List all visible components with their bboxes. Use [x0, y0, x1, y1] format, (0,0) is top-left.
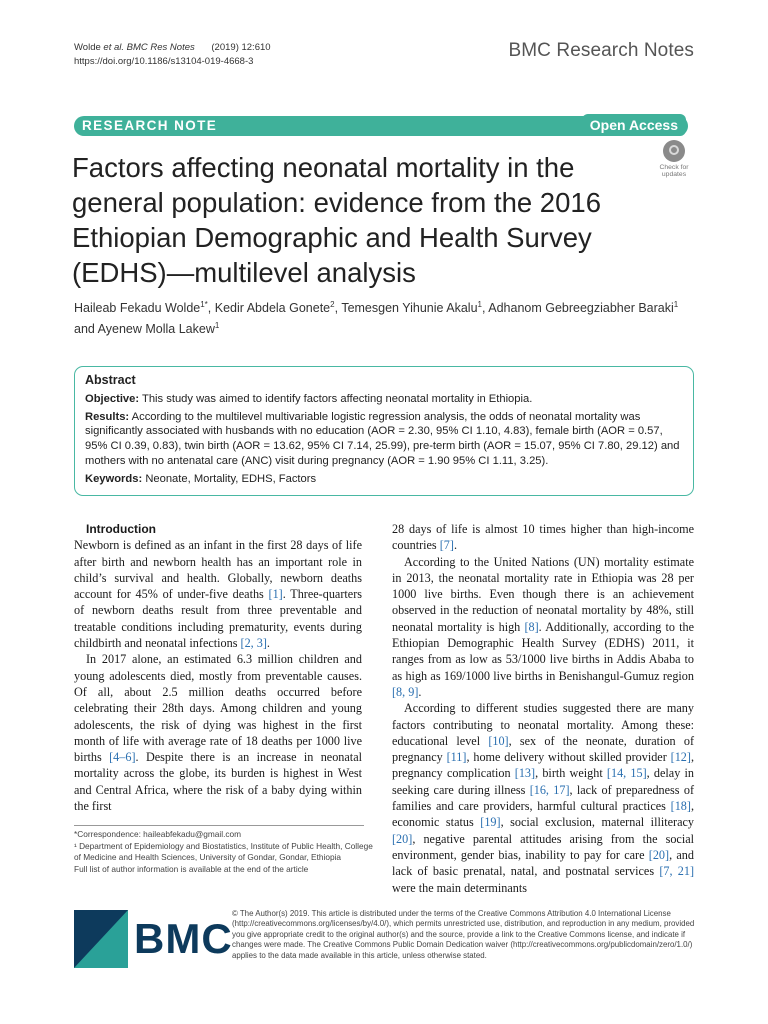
paragraph-text: . Additionally, according to the Ethiopian Demographic Health Survey (EDHS) 2011, it ranges from as low as 53/1000 live births in Addis Ababa to as high as 169/1000 live births in Benishangul-Gumuz region	[392, 619, 694, 683]
bmc-logo-text: BMC	[134, 915, 233, 962]
keywords-label: Keywords:	[85, 472, 143, 485]
open-access-badge: Open Access	[582, 114, 686, 136]
paragraph	[74, 651, 362, 814]
paragraph-text: , pregnancy complication	[392, 750, 694, 781]
citation-link[interactable]: [4–6]	[109, 750, 136, 765]
citation-link[interactable]: [13]	[514, 766, 536, 781]
results-text: According to the multilevel multivariable logistic regression analysis, the odds of neonatal mortality was significantly associated with husbands with no education (AOR = 2.30, 95% CI 1.10, 4.83), female birth (AOR = 0.57, 95% CI 0.39, 0.83), twin birth (AOR = 13.62, 95% CI 7.14, 25.99), pre-term birth (AOR = 15.07, 95% CI 7.80, 29.12) and mothers with no antenatal care (ANC) visit during pregnancy (AOR = 1.90 95% CI 1.11, 3.25).	[85, 410, 680, 467]
paragraph-text: .	[418, 684, 422, 699]
paragraph-text: . Three-quarters of newborn deaths result from three preventable and treatable conditions including prematurity, events during childbirth and neonatal infections	[74, 587, 362, 651]
paragraph-text: , negative parental attitudes arising from the social environment, gender bias, inability to pay for care	[392, 831, 694, 862]
citation-link[interactable]: [16, 17]	[529, 782, 570, 797]
citation-line	[74, 41, 271, 55]
author-name[interactable]: Kedir Abdela Gonete	[214, 301, 331, 316]
correspondence-email[interactable]: *Correspondence: haileabfekadu@gmail.com	[74, 829, 242, 839]
paragraph-text: . Despite there is an increase in neonatal mortality across the globe, its burden is highest in West and Central Africa, where the risk of a baby dying within the first	[74, 750, 362, 814]
footnote-divider	[74, 825, 364, 826]
affiliation-note: ¹ Department of Epidemiology and Biostatistics, Institute of Public Health, College of Medicine and Health Sciences, University of Gondar, Gondar, Ethiopia	[74, 840, 373, 863]
citation-link[interactable]: [8]	[524, 619, 539, 634]
paragraph	[74, 537, 362, 651]
article-title: Factors affecting neonatal mortality in the general population: evidence from the 2016 Ethiopian Demographic and Health Survey (EDHS)—multilevel analysis	[72, 152, 601, 288]
objective-text: This study was aimed to identify factors affecting neonatal mortality in Ethiopia.	[142, 392, 533, 405]
citation-etal: et al. BMC Res Notes	[103, 42, 195, 53]
article-type-label: RESEARCH NOTE	[82, 118, 218, 133]
paragraph	[392, 521, 694, 554]
paragraph	[392, 554, 694, 701]
abstract-objective	[85, 392, 683, 407]
citation-year: (2019) 12:610	[211, 42, 271, 53]
citation-link[interactable]: [20]	[648, 847, 670, 862]
results-label: Results:	[85, 410, 130, 423]
citation-link[interactable]: [14, 15]	[606, 766, 647, 781]
body-column-left	[74, 521, 362, 814]
citation-link[interactable]: [8, 9]	[392, 684, 419, 699]
objective-label: Objective:	[85, 392, 140, 405]
paragraph-text: were the main determinants	[392, 880, 528, 895]
article-type-banner	[74, 116, 694, 136]
paragraph	[392, 700, 694, 896]
citation-link[interactable]: [20]	[392, 831, 413, 846]
paragraph-text: , delay in seeking care during illness	[392, 766, 694, 797]
author-joiner: and	[74, 322, 95, 337]
citation-header	[74, 41, 271, 69]
author-affiliation: 1	[673, 300, 679, 309]
footnote	[74, 829, 374, 875]
author-affiliation: 1	[214, 321, 220, 331]
citation-link[interactable]: [18]	[670, 799, 691, 814]
citation-link[interactable]: [11]	[446, 750, 467, 765]
author-name[interactable]: Adhanom Gebreegziabher Baraki	[488, 301, 674, 316]
section-heading-introduction: Introduction	[86, 522, 156, 536]
author-list: Haileab Fekadu Wolde$^{1*}$, Kedir Abdela Gonete$^2$, Temesgen Yihunie Akalu$^1$, Adhanom Gebreegziabher Baraki$^1$ and Ayenew Molla Lakew$^1$	[74, 300, 679, 337]
paragraph-text: , lack of preparedness of families and care providers, harmful cultural practices	[392, 782, 694, 814]
bmc-logo-icon	[74, 910, 128, 968]
paragraph-text: According to different studies suggested there are many factors contributing to neonatal mortality. Among these: educational level	[392, 701, 694, 748]
author-affiliation: 1	[477, 300, 482, 309]
abstract-keywords	[85, 472, 683, 487]
paragraph-text: 28 days of life is almost 10 times higher than high-income countries	[392, 522, 694, 553]
paragraph-text: , social exclusion, maternal illiteracy	[500, 815, 694, 830]
abstract-box	[74, 366, 694, 496]
journal-name: BMC Research Notes	[508, 40, 694, 61]
paragraph-text: .	[453, 538, 457, 553]
paragraph-text: , birth weight	[535, 766, 607, 781]
citation-link[interactable]: [1]	[268, 587, 283, 602]
citation-link[interactable]: [2, 3]	[240, 636, 267, 651]
paragraph-text: Newborn is defined as an infant in the first 28 days of life after birth and newborn health has an important role in child’s survival and health. Globally, newborn deaths account for 45% of under-five deaths	[74, 538, 362, 602]
paragraph-text: .	[266, 636, 270, 651]
abstract-heading: Abstract	[85, 373, 136, 387]
paragraph-text: , sex of the neonate, duration of pregnancy	[392, 733, 695, 765]
bmc-logo[interactable]	[74, 908, 233, 974]
paragraph-text: , home delivery without skilled provider	[466, 750, 671, 765]
paragraph-text: , economic status	[392, 799, 694, 830]
paragraph-text: , and lack of basic prenatal, natal, and postnatal services	[392, 847, 694, 879]
citation-link[interactable]: [12]	[670, 750, 691, 765]
paragraph-text: In 2017 alone, an estimated 6.3 million children and young adolescents died, mostly from preventable causes. Of all, about 2.5 million deaths occurred before celebrating their 28th days. Among children and young adolescents, the risk of dying was highest in the first month of life with average rate of 18 deaths per 1000 live births	[74, 652, 362, 765]
license-text: © The Author(s) 2019. This article is distributed under the terms of the Creative Commons Attribution 4.0 International License (http://creativecommons.org/licenses/by/4.0/), which permits unrestricted use, distribution, and reproduction in any medium, provided you give appropriate credit to the original author(s) and the source, provide a link to the Creative Commons license, and indicate if changes were made. The Creative Commons Public Domain Dedication waiver (http://creativecommons.org/publicdomain/zero/1.0/) applies to the data made available in this article, unless otherwise stated.	[232, 909, 695, 960]
doi-link[interactable]: https://doi.org/10.1186/s13104-019-4668-3	[74, 56, 254, 67]
author-name[interactable]: Ayenew Molla Lakew	[97, 322, 215, 337]
paragraph-text: According to the United Nations (UN) mortality estimate in 2013, the neonatal mortality rate in Ethiopia was 28 per 1000 live births. Even though there is an achievement observed in the reduction of neonatal mortality by 48%, still neonatal mortality is high	[392, 554, 694, 634]
citation-link[interactable]: [19]	[480, 815, 501, 830]
citation-author: Wolde	[74, 42, 101, 53]
author-name[interactable]: Temesgen Yihunie Akalu	[341, 301, 478, 316]
keywords-text: Neonate, Mortality, EDHS, Factors	[145, 472, 317, 485]
citation-link[interactable]: [7]	[439, 538, 454, 553]
citation-link[interactable]: [10]	[488, 733, 509, 748]
author-affiliation: 1*	[200, 300, 208, 309]
check-updates-label: Check for updates	[659, 164, 689, 178]
author-affiliation: 2	[330, 300, 335, 309]
author-info-note: Full list of author information is available at the end of the article	[74, 863, 309, 874]
citation-link[interactable]: [7, 21]	[659, 864, 694, 879]
body-column-right	[392, 521, 694, 896]
abstract-results	[85, 410, 683, 469]
author-name[interactable]: Haileab Fekadu Wolde	[74, 301, 201, 316]
